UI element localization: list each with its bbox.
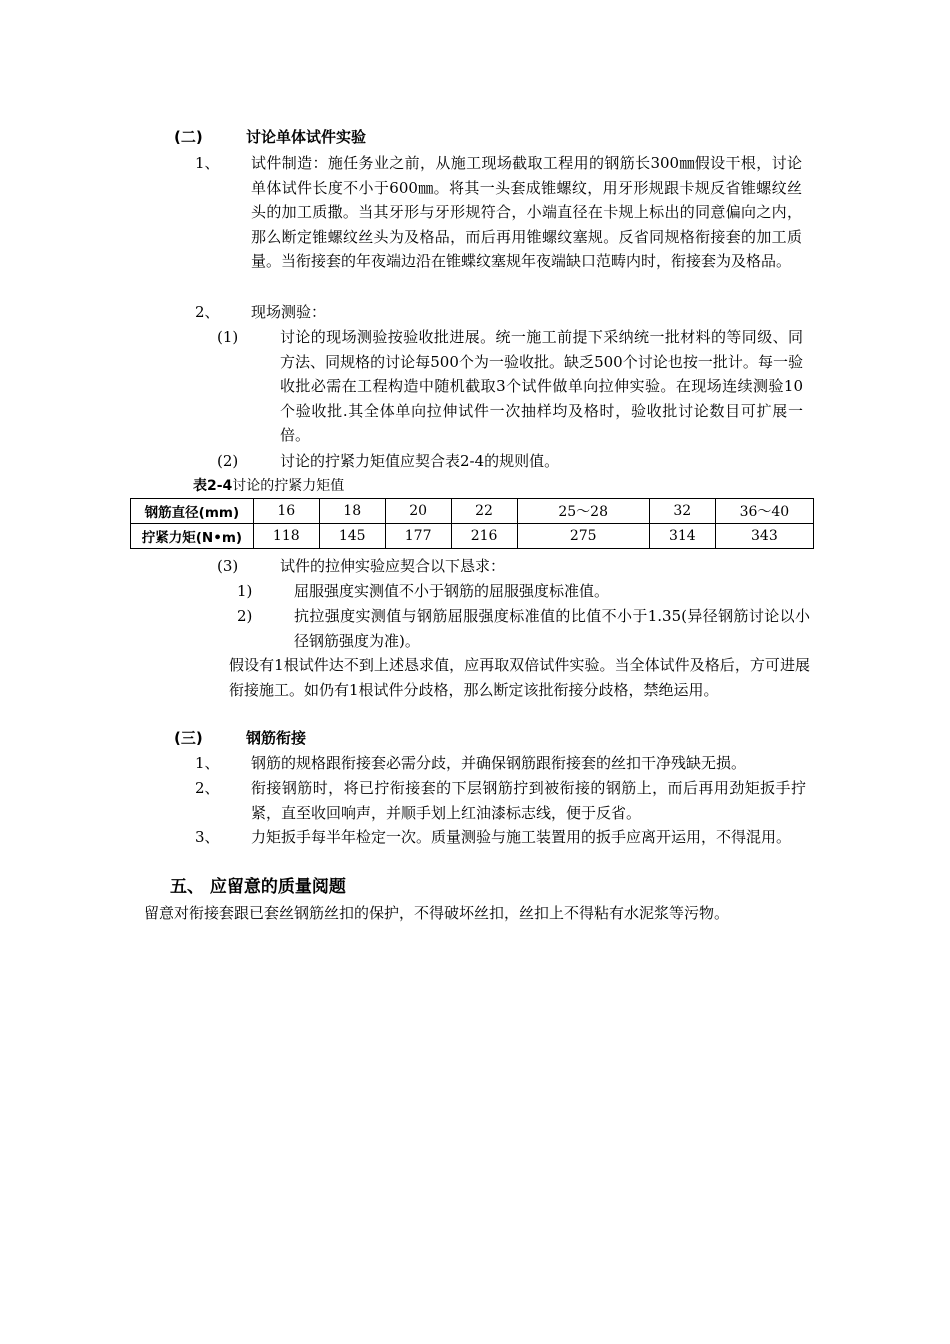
item-1-number: 1、	[195, 154, 220, 172]
item-2-text: 现场测验：	[251, 303, 327, 321]
torque-cell: 177	[385, 524, 451, 549]
header-cell-diameter: 钢筋直径(mm)	[131, 499, 254, 524]
torque-cell: 275	[517, 524, 649, 549]
diameter-cell: 20	[385, 499, 451, 524]
sub-1-number: (1)	[217, 328, 239, 346]
connect-item-2-text: 衔接钢筋时，将已拧衔接套的下层钢筋拧到被衔接的钢筋上，而后再用劲矩扳手拧紧，直至收回响声，并顺手划上红油漆标志线，便于反省。	[251, 779, 806, 822]
header-cell-torque: 拧紧力矩(N•m)	[131, 524, 254, 549]
sub-2-text: 讨论的拧紧力矩值应契合表2-4的规则值。	[280, 452, 560, 470]
connect-item-1-text: 钢筋的规格跟衔接套必需分歧，并确保钢筋跟衔接套的丝扣干净残缺无损。	[251, 754, 747, 772]
table-caption-number: 表2-4	[193, 478, 233, 494]
diameter-cell: 22	[451, 499, 517, 524]
connect-item-2-number: 2、	[195, 779, 220, 797]
requirement-1-number: 1)	[237, 582, 253, 600]
sub-2-number: (2)	[217, 452, 239, 470]
test-note-text: 假设有1根试件达不到上述恳求值，应再取双倍试件实验。当全体试件及格后，方可进展衔接施工。如仍有1根试件分歧格，那么断定该批衔接分歧格，禁绝运用。	[229, 656, 810, 699]
torque-cell: 314	[649, 524, 715, 549]
item-2-number: 2、	[195, 303, 220, 321]
diameter-cell: 36～40	[715, 499, 813, 524]
requirement-2-number: 2)	[237, 607, 253, 625]
section-2-title: 讨论单体试件实验	[246, 128, 367, 146]
section-5-text: 留意对衔接套跟已套丝钢筋丝扣的保护，不得破坏丝扣，丝扣上不得粘有水泥浆等污物。	[144, 904, 730, 922]
torque-table	[130, 498, 814, 549]
connect-item-3-text: 力矩扳手每半年检定一次。质量测验与施工装置用的扳手应离开运用，不得混用。	[251, 828, 792, 846]
torque-cell: 216	[451, 524, 517, 549]
torque-cell: 343	[715, 524, 813, 549]
diameter-cell: 25～28	[517, 499, 649, 524]
connect-item-3-number: 3、	[195, 828, 220, 846]
diameter-cell: 18	[319, 499, 385, 524]
sub-3-text: 试件的拉伸实验应契合以下恳求：	[280, 557, 506, 575]
table-row-torque	[131, 524, 814, 549]
section-2-number: (二)	[174, 128, 203, 146]
table-caption-text: 讨论的拧紧力矩值	[232, 478, 345, 494]
item-1-text: 试件制造：施任务业之前，从施工现场截取工程用的钢筋长300㎜假设干根，讨论单体试件长度不小于600㎜。将其一头套成锥螺纹，用牙形规跟卡规反省锥螺纹丝头的加工质撒。当其牙形与牙形规符合，小端直径在卡规上标出的同意偏向之内，那么断定锥螺纹丝头为及格品，而后再用锥螺纹塞规。反省同规格衔接套的加工质量。当衔接套的年夜端边沿在锥蝶纹塞规年夜端缺口范畴内时，衔接套为及格品。	[251, 154, 802, 271]
torque-cell: 145	[319, 524, 385, 549]
section-3-title: 钢筋衔接	[246, 729, 307, 747]
table-caption	[193, 476, 344, 496]
requirement-2-text: 抗拉强度实测值与钢筋屈服强度标准值的比值不小于1.35(异径钢筋讨论以小径钢筋强度为准)。	[294, 607, 810, 650]
connect-item-1-number: 1、	[195, 754, 220, 772]
section-5-title: 五、 应留意的质量阅题	[170, 877, 346, 897]
sub-3-number: (3)	[217, 557, 239, 575]
sub-1-text: 讨论的现场测验按验收批进展。统一施工前提下采纳统一批材料的等同级、同方法、同规格的讨论每500个为一验收批。缺乏500个讨论也按一批计。每一验收批必需在工程构造中随机截取3个试件做单向拉伸实验。在现场连续测验10个验收批.其全体单向拉伸试件一次抽样均及格时，验收批讨论数目可扩展一倍。	[280, 328, 803, 445]
section-3-number: (三)	[174, 729, 203, 747]
torque-cell: 118	[253, 524, 319, 549]
table-row-diameter	[131, 499, 814, 524]
diameter-cell: 16	[253, 499, 319, 524]
requirement-1-text: 屈服强度实测值不小于钢筋的屈服强度标准值。	[294, 582, 610, 600]
diameter-cell: 32	[649, 499, 715, 524]
